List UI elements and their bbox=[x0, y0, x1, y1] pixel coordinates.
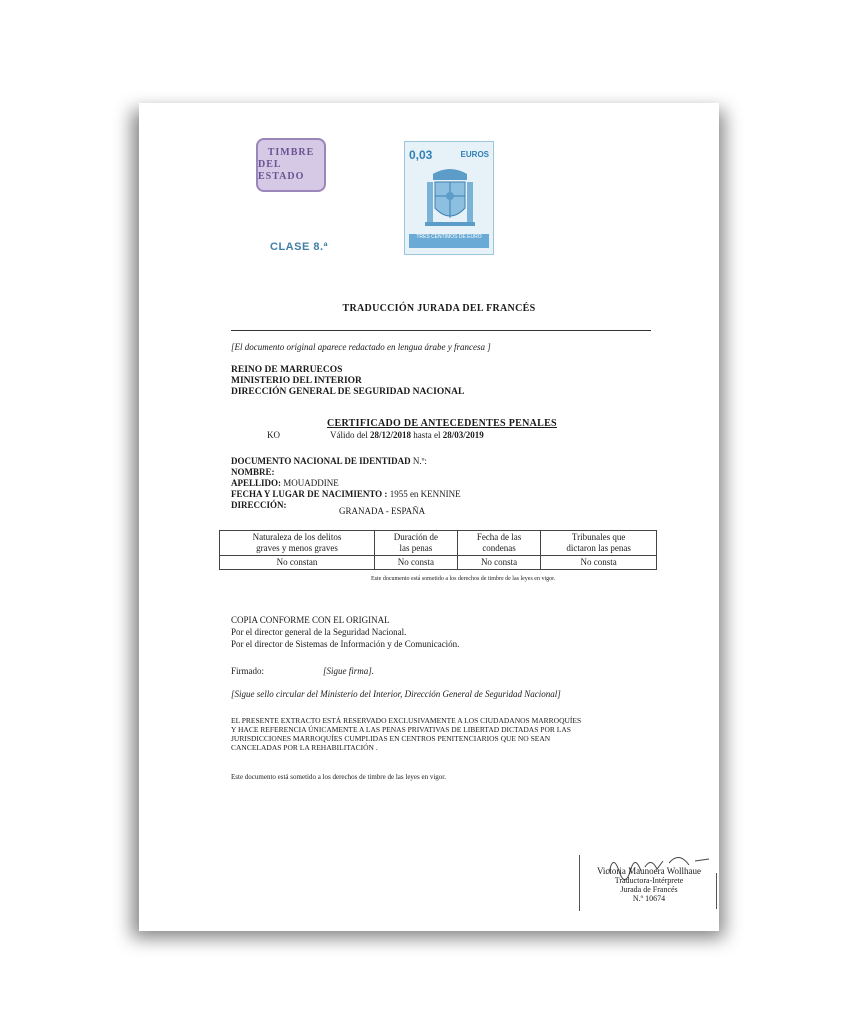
header-line: Tribunales que bbox=[571, 532, 626, 542]
address-label: DIRECCIÓN: bbox=[231, 500, 287, 510]
id-label: DOCUMENTO NACIONAL DE IDENTIDAD bbox=[231, 456, 411, 466]
header-line: Duración de bbox=[393, 532, 439, 542]
header-line: graves y menos graves bbox=[256, 543, 338, 553]
euro-stamp bbox=[404, 141, 494, 255]
signed-label: Firmado: bbox=[231, 666, 264, 676]
document-title: TRADUCCIÓN JURADA DEL FRANCÉS bbox=[342, 303, 536, 314]
extract-line: CANCELADAS POR LA REHABILITACIÓN . bbox=[231, 743, 378, 752]
title-rule bbox=[231, 330, 651, 331]
header-line: Naturaleza de los delitos bbox=[252, 532, 342, 542]
copy-line: Por el director general de la Seguridad Nacional. bbox=[231, 627, 407, 637]
signed-value: [Sigue firma]. bbox=[323, 666, 375, 676]
personal-fields bbox=[231, 456, 461, 511]
extract-line: Y HACE REFERENCIA ÚNICAMENTE A LAS PENAS PRIVATIVAS DE LIBERTAD DICTADAS POR LAS bbox=[231, 725, 571, 734]
header-line: condenas bbox=[482, 543, 516, 553]
id-field bbox=[231, 456, 461, 467]
issuer-block bbox=[231, 365, 464, 398]
extract-line: JURISDICCIONES MARROQUÍES CUMPLIDAS EN CENTROS PENITENCIARIOS QUE NO SEAN bbox=[231, 734, 551, 743]
copy-block bbox=[231, 614, 459, 650]
translator-number: N.º 10674 bbox=[632, 894, 666, 903]
header-line: dictaron las penas bbox=[566, 543, 631, 553]
extract-line: EL PRESENTE EXTRACTO ESTÁ RESERVADO EXCLUSIVAMENTE A LOS CIUDADANOS MARROQUÍES bbox=[231, 716, 582, 725]
seal-note: [Sigue sello circular del Ministerio del Interior, Dirección General de Seguridad Nacional] bbox=[231, 689, 561, 699]
euro-value: 0,03 bbox=[409, 148, 433, 162]
validity-line bbox=[330, 430, 484, 440]
table-cell: No consta bbox=[457, 556, 540, 570]
birth-value: 1955 en KENNINE bbox=[389, 489, 461, 499]
translator-role: Traductora-Intérprete bbox=[614, 876, 684, 885]
table-header-cell bbox=[541, 531, 657, 556]
issuer-line: REINO DE MARRUECOS bbox=[231, 365, 343, 375]
table-cell: No consta bbox=[541, 556, 657, 570]
surname-label: APELLIDO: bbox=[231, 478, 282, 488]
validity-prefix: Válido del bbox=[330, 430, 368, 440]
table-header-row bbox=[220, 531, 657, 556]
original-language-note: [El documento original aparece redactado en lengua árabe y francesa ] bbox=[231, 342, 491, 352]
translator-stamp bbox=[579, 867, 719, 903]
clase-label: CLASE 8.ª bbox=[270, 241, 329, 253]
translator-name: Victoria Maunoera Wollhaue bbox=[596, 866, 702, 876]
certificate-code: KO bbox=[267, 430, 280, 440]
surname-field bbox=[231, 478, 461, 489]
table-header-cell bbox=[374, 531, 457, 556]
name-colon: : bbox=[271, 467, 275, 477]
validity-mid: hasta el bbox=[413, 430, 441, 440]
header-line: Fecha de las bbox=[476, 532, 522, 542]
name-label: NOMBRE bbox=[231, 467, 272, 477]
table-row bbox=[220, 556, 657, 570]
name-field bbox=[231, 467, 461, 478]
surname-value: MOUADDINE bbox=[283, 478, 339, 488]
birth-label: FECHA Y LUGAR DE NACIMIENTO : bbox=[231, 489, 388, 499]
header-line: las penas bbox=[399, 543, 433, 553]
valid-to-date: 28/03/2019 bbox=[442, 430, 484, 440]
table-header-cell bbox=[220, 531, 375, 556]
copy-line: Por el director de Sistemas de Información y de Comunicación. bbox=[231, 639, 460, 649]
document-page bbox=[139, 103, 719, 931]
table-header-cell bbox=[457, 531, 540, 556]
timbre-line2: DEL ESTADO bbox=[258, 159, 305, 182]
address-value: GRANADA - ESPAÑA bbox=[339, 506, 426, 516]
valid-from-date: 28/12/2018 bbox=[370, 430, 412, 440]
coat-of-arms-icon bbox=[423, 164, 477, 232]
table-cell: No constan bbox=[220, 556, 375, 570]
criminal-record-table bbox=[219, 530, 657, 570]
extract-notice bbox=[231, 716, 651, 752]
issuer-line: MINISTERIO DEL INTERIOR bbox=[231, 376, 362, 386]
timbre-line1: TIMBRE bbox=[267, 147, 315, 158]
timbre-stamp bbox=[256, 138, 326, 192]
table-cell: No consta bbox=[374, 556, 457, 570]
issuer-line: DIRECCIÓN GENERAL DE SEGURIDAD NACIONAL bbox=[231, 387, 465, 397]
euro-footer: TRES CENTIMOS DE EURO bbox=[409, 234, 489, 248]
certificate-title: CERTIFICADO DE ANTECEDENTES PENALES bbox=[327, 418, 557, 429]
translator-jurada: Jurada de Francés bbox=[620, 885, 678, 894]
tax-note: Este documento está sometido a los derechos de timbre de las leyes en vigor. bbox=[231, 773, 446, 781]
euro-unit: EUROS bbox=[460, 150, 489, 159]
table-tax-note: Este documento está sometido a los derechos de timbre de las leyes en vigor. bbox=[371, 576, 556, 582]
birth-field bbox=[231, 489, 461, 500]
copy-line: COPIA CONFORME CON EL ORIGINAL bbox=[231, 615, 390, 625]
id-suffix: N.º: bbox=[412, 456, 427, 466]
